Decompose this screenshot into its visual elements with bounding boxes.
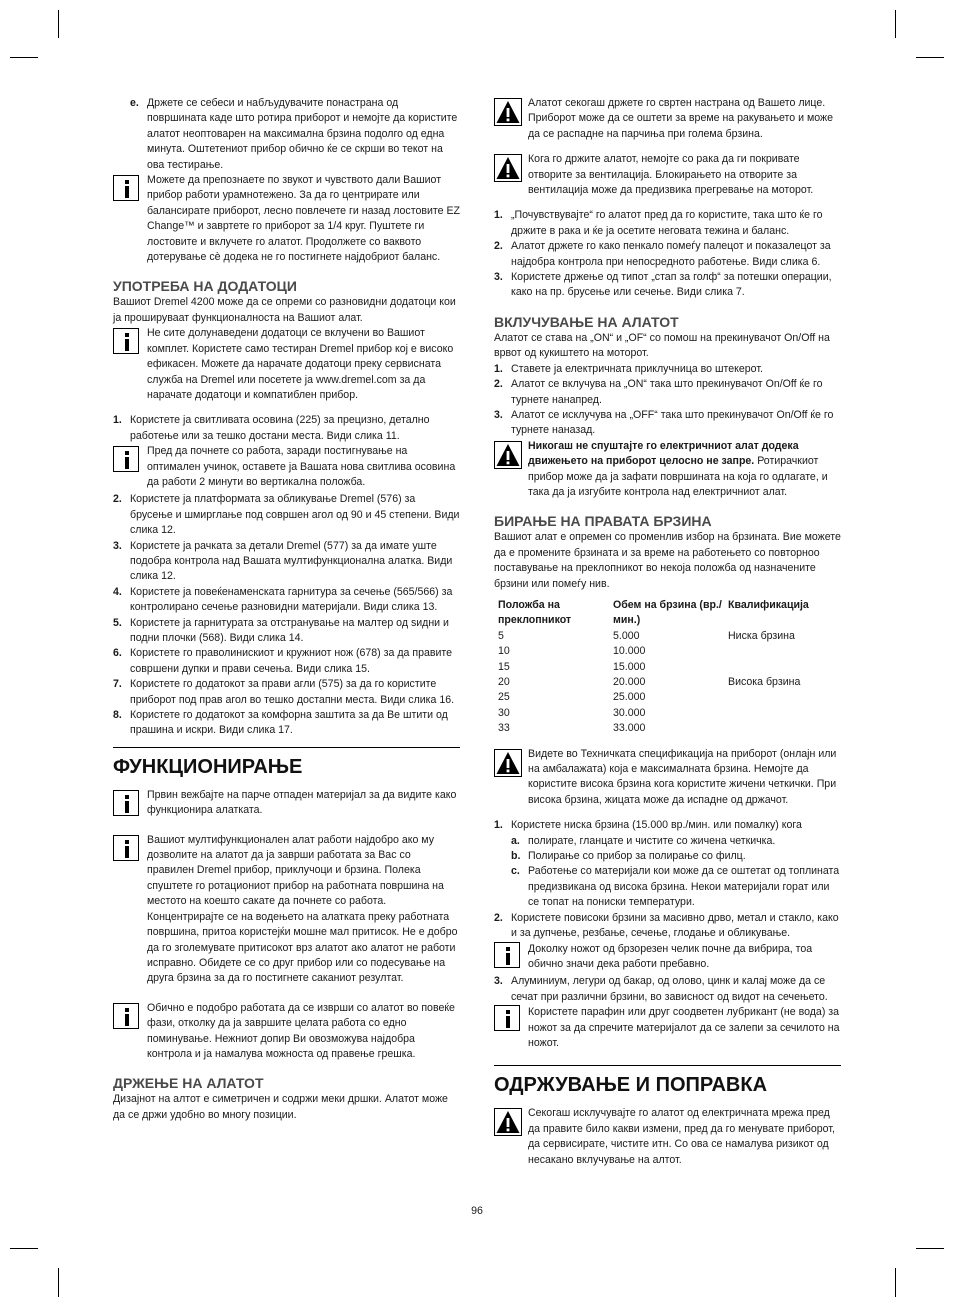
info-icon: [494, 942, 520, 968]
table-cell: Висока брзина: [728, 676, 801, 688]
list-item: [113, 646, 460, 677]
item-text: Користете држење од типот „стап за голф“ за потешки операции, како на пр. брусење или сечење. Види слика 7.: [511, 271, 832, 299]
warning-icon: [494, 154, 522, 182]
table-cell: 10.000: [613, 645, 646, 658]
note-text: Вашиот мултифункционален алат работи најдобро ако му дозволите на алатот да ја заврши работата за Вас со правилен Dremel прибор, приклучоци и брзина. Полека спуштете го ротациониот прибор на работната површина на местото на коешто сакате да почнете со работа. Концентрирајте се на водењето на алатката преку работната површина, притоа користејќи мошне мал притисок. Не е добро да го зголемувате притисокот врз алатот ако алатот не работи исправно. Обидете се со друг прибор или со подесување на друга брзина за да го постигнете саканиот резултат.: [147, 833, 458, 985]
table-row: [498, 660, 809, 675]
speed-list: [494, 974, 841, 1005]
item-label: 2.: [494, 240, 503, 253]
item-label: 1.: [494, 819, 503, 832]
list-item: [494, 208, 841, 239]
info-note: [113, 173, 460, 265]
info-icon: [113, 328, 139, 354]
item-text: Алатот се вклучува на „ON“ така што прекинувачот On/Off ќе го турнете нанапред.: [511, 378, 823, 406]
section-heading: ДРЖЕЊЕ НА АЛАТОТ: [113, 1075, 264, 1092]
info-note: [113, 444, 460, 490]
holding-list: [494, 208, 841, 300]
item-label: 3.: [113, 539, 122, 552]
crop-mark: [895, 10, 896, 38]
table-cell: [728, 644, 809, 659]
table-row: [498, 644, 809, 659]
table-row: [498, 706, 809, 721]
item-label: 1.: [494, 362, 503, 375]
item-text: полирате, гланцате и чистите со жичена четкичка.: [528, 834, 776, 847]
accessory-list: [113, 413, 460, 444]
list-item: [494, 377, 841, 408]
item-text: Ставете ја електричната приклучница во штекерот.: [511, 362, 763, 375]
note-text: Пред да почнете со работа, заради постигнување на оптимален учинок, оставете ја Вашата нова свитлива осовина да работи 2 минути во вертикална положба.: [147, 445, 456, 488]
paragraph: Алатот се става на „ON“ и „OF“ со помош на прекинувачот On/Off на врвот од кукиштето на моторот.: [494, 331, 830, 360]
list-item: [113, 413, 460, 444]
crop-mark: [58, 1268, 59, 1297]
table-cell: [728, 690, 809, 705]
list-item: [494, 834, 841, 849]
list-item: [494, 408, 841, 439]
list-item: [113, 492, 460, 538]
list-item: [494, 849, 841, 864]
item-label: c.: [511, 865, 520, 878]
note-text: Првин вежбајте на парче отпаден материјал за да видите како функционира алатката.: [147, 788, 457, 817]
item-label: e.: [130, 97, 139, 109]
paragraph: Вашиот Dremel 4200 може да се опреми со разновидни додатоци кои ја прошируваат функционалноста на Вашиот алат.: [113, 296, 456, 324]
page-number: 96: [471, 1205, 483, 1217]
left-column: [113, 96, 460, 1123]
warning-icon: [494, 98, 522, 126]
list-item: [494, 864, 841, 910]
list-item: [494, 818, 841, 833]
chapter-heading: ОДРЖУВАЊЕ И ПОПРАВКА: [494, 1065, 841, 1098]
note-text: Алатот секогаш држете го свртен настрана од Вашето лице. Приборот може да се оштети за време на ракувањето и може да се распадне на парчиња при голема брзина.: [528, 97, 833, 140]
item-text: Алатот држете го како пенкало помеѓу палецот и показалецот за најдобра контрола при непосредното работење. Види слика 6.: [511, 240, 831, 268]
crop-mark: [895, 1268, 896, 1297]
item-text: Користете ја гарнитурата за отстранување на малтер од ѕидни и подни плочки (568). Види слика 14.: [130, 616, 449, 644]
item-text: Користете ја рачката за детали Dremel (577) за да имате уште подобра контрола над Вашата мултифункционална алатка. Види слика 12.: [130, 539, 453, 583]
table-cell: 5.000: [613, 629, 640, 642]
warning-note: [494, 747, 841, 809]
item-label: 2.: [113, 493, 122, 506]
table-row: [498, 629, 809, 644]
info-icon: [494, 1005, 520, 1031]
warning-icon: [494, 1108, 522, 1136]
item-text: Користете ја свитливата осовина (225) за прецизно, детално работење или за тешко достани места. Види слика 11.: [130, 414, 430, 442]
accessory-list: [113, 492, 460, 739]
note-text: Доколку ножот од брзорезен челик почне да вибрира, тоа обично значи дека работи пребавно.: [528, 942, 813, 970]
info-note: [494, 942, 841, 973]
table-row: [498, 675, 809, 690]
list-item: [113, 539, 460, 585]
list-item: [113, 677, 460, 708]
note-text: Секогаш исклучувајте го алатот од електричната мрежа пред да правите било какви измени, пред да го менувате приборот, да сервисирате, чистите итн. Со ова се намалува ризикот од несакано вклучување на алтот.: [528, 1107, 835, 1166]
list-item: [113, 585, 460, 616]
item-label: a.: [511, 834, 520, 847]
info-note: [113, 1001, 460, 1063]
warning-icon: [494, 749, 522, 777]
info-note: [113, 326, 460, 403]
crop-mark: [10, 57, 38, 58]
list-item: [494, 362, 841, 377]
speed-table: [498, 598, 809, 737]
item-text: Користете го додатокот за комфорна заштита за да Ве штити од прашина и искри. Види слика 17.: [130, 709, 448, 737]
item-label: 8.: [113, 709, 122, 722]
item-text: Работење со материјали кои може да се оштетат од топлината предизвикана од висока брзина. Некои материјали горат или се топат на пониски температури.: [528, 865, 840, 909]
info-icon: [113, 175, 139, 201]
table-header-row: [498, 598, 809, 629]
crop-mark: [916, 1248, 944, 1249]
list-item: [113, 708, 460, 739]
item-text: Полирање со прибор за полирање со филц.: [528, 850, 746, 863]
item-label: b.: [511, 850, 521, 863]
item-label: 1.: [494, 209, 503, 222]
item-label: 6.: [113, 647, 122, 660]
item-text: Користете ја повеќенаменската гарнитура за сечење (565/566) за контролирано сечење разновидни материјали. Види слика 13.: [130, 585, 453, 614]
crop-mark: [58, 10, 59, 38]
list-item: [113, 616, 460, 647]
item-label: 7.: [113, 678, 122, 691]
warning-note: [494, 96, 841, 142]
item-label: 4.: [113, 585, 122, 598]
table-header: Квалификација: [728, 598, 809, 611]
switch-list: [494, 362, 841, 439]
item-label: 3.: [494, 408, 503, 421]
item-text: Користете ја платформата за обликување Dremel (576) за брусење и шмирглање под совршен агол од 90 и 45 степени. Види слика 12.: [130, 493, 460, 537]
warning-note: [494, 1106, 841, 1168]
paragraph: Вашиот алат е опремен со променлив избор на брзината. Вие можете да е промените брзината и за време на работењето со повторноо поставување на преклопникот во некоја положба од назначените брзини или помеѓу нив.: [494, 531, 841, 590]
table-cell: 30: [498, 706, 510, 719]
list-item: [494, 974, 841, 1005]
table-cell: 33.000: [613, 722, 646, 735]
table-header: Положба на преклопникот: [498, 598, 572, 627]
info-note: [113, 788, 460, 819]
crop-mark: [916, 57, 944, 58]
warning-note: [494, 439, 841, 501]
speed-list: [494, 818, 841, 833]
note-text: Користете парафин или друг соодветен лубрикант (не вода) за ножот за да спречите материјалот да се залепи за сечилото на ножот.: [528, 1006, 840, 1049]
crop-mark: [10, 1248, 38, 1249]
table-cell: 15.000: [613, 660, 646, 673]
note-text: Кога го држите алатот, немојте со рака да ги покривате отворите за вентилација. Блокирањето на отворите за вентилација може да предизвика прегревање на моторот.: [528, 153, 814, 197]
info-icon: [113, 1003, 139, 1029]
list-item: [113, 96, 460, 173]
speed-sublist: [494, 834, 841, 911]
warning-bold-text: Никогаш не спуштајте го електричниот алат додека движењето на приборот целосно не запре.: [528, 439, 799, 468]
table-cell: [728, 706, 809, 721]
item-label: 3.: [494, 975, 503, 988]
list-item: [494, 270, 841, 301]
list-item: [494, 911, 841, 942]
chapter-heading: ФУНКЦИОНИРАЊЕ: [113, 747, 460, 780]
item-label: 2.: [494, 378, 503, 391]
right-column: [494, 96, 841, 1174]
item-text: Држете се себеси и набљудувачите понастрана од површината каде што ротира приборот и немојте да користите алатот неоптоварен на максимална брзина подолго од една минута. Оштетениот прибор обично ќе се скрши во текот на ова тестирање.: [147, 97, 458, 171]
section-heading: УПОТРЕБА НА ДОДАТОЦИ: [113, 278, 297, 295]
table-cell: [728, 660, 809, 675]
table-cell: 25: [498, 691, 510, 704]
item-text: Алуминиум, легури од бакар, од олово, цинк и калај може да се сечат при различни брзини, во зависност од видот на сечењето.: [511, 975, 828, 1003]
item-text: Алатот се исклучува на „OFF“ така што прекинувачот On/Off ќе го турнете наназад.: [511, 408, 834, 437]
table-row: [498, 690, 809, 705]
table-cell: [728, 721, 809, 736]
item-text: Користете го праволинискиот и кружниот нож (678) за да правите совршени дупки и прави сечења. Види слика 15.: [130, 647, 453, 675]
note-text: Можете да препознаете по звукот и чувството дали Вашиот прибор работи урамнотежено. За да го центрирате или балансирате приборот, лесно повлечете ги назад лостовите EZ Change™ и завртете го приборот за 1/4 круг. Пуштете ги лостовите и вклучете го алатот. Продолжете со ваквото дотерување сè додека не го постигнете најдобриот баланс.: [147, 174, 460, 264]
item-label: 1.: [113, 414, 122, 427]
table-cell: 5: [498, 629, 504, 642]
table-row: [498, 721, 809, 736]
paragraph: Дизајнот на алтот е симетричен и содржи меки дршки. Алатот може да се држи удобно во многу позиции.: [113, 1093, 448, 1121]
warning-note: [494, 152, 841, 198]
info-note: [494, 1005, 841, 1051]
warning-icon: [494, 441, 522, 469]
table-cell: 15: [498, 660, 510, 673]
table-header: Обем на брзина (вр./мин.): [613, 598, 722, 627]
table-cell: 33: [498, 722, 510, 735]
item-text: Користете го додатокот за прави агли (575) за да го користите приборот под прав агол во тешко достапни места. Види слика 16.: [130, 678, 455, 706]
table-cell: 20.000: [613, 676, 646, 688]
item-text: Користете ниска брзина (15.000 вр./мин. или помалку) кога: [511, 819, 802, 832]
note-text: Видете во Техничката спецификација на приборот (онлајн или на амбалажата) која е максималната брзина. Немојте да користите висока брзина кога користите жичени четкички. При висока брзина, жицата може да испадне од држачот.: [528, 747, 837, 806]
item-label: 3.: [494, 271, 503, 284]
item-text: „Почувствувајте“ го алатот пред да го користите, така што ќе го држите в рака и ќе ја осетите неговата тежина и баланс.: [511, 209, 823, 237]
info-icon: [113, 446, 139, 472]
section-heading: ВКЛУЧУВАЊЕ НА АЛАТОТ: [494, 313, 679, 330]
section-heading: БИРАЊЕ НА ПРАВАТА БРЗИНА: [494, 513, 712, 530]
note-text: [528, 439, 841, 501]
info-icon: [113, 835, 139, 861]
table-cell: 30.000: [613, 706, 646, 719]
table-cell: 20: [498, 676, 510, 688]
note-text: Обично е подобро работата да се изврши со алатот во повеќе фази, отколку да ја завршите целата работа со едно поминување. Нежниот допир Ви овозможува најдобра контрола и ја намалува можноста од правење грешка.: [147, 1001, 455, 1060]
list-item: [494, 239, 841, 270]
item-label: 5.: [113, 616, 122, 629]
table-cell: 25.000: [613, 691, 646, 704]
table-cell: 10: [498, 645, 510, 658]
table-cell: Ниска брзина: [728, 629, 795, 642]
item-label: 2.: [494, 911, 503, 924]
warning-text: Ротирачкиот прибор може да ја зафати површината на која го одлагате, и така да ја изгубите контрола над електричниот алат.: [528, 455, 828, 498]
info-note: [113, 833, 460, 987]
speed-list: [494, 911, 841, 942]
item-text: Користете повисоки брзини за масивно дрво, метал и стакло, како и за дупчење, резбање, сечење, глодање и обликување.: [511, 911, 839, 940]
info-icon: [113, 790, 139, 816]
note-text: Не сите долунаведени додатоци се вклучени во Вашиот комплет. Користете само тестиран Dremel прибор кој е високо ефикасен. Можете да нарачате додатоци преку сервисната служба на Dremel или посетете ја www.dremel.com за да нарачате додатоци и компатиблен прибор.: [147, 327, 454, 401]
